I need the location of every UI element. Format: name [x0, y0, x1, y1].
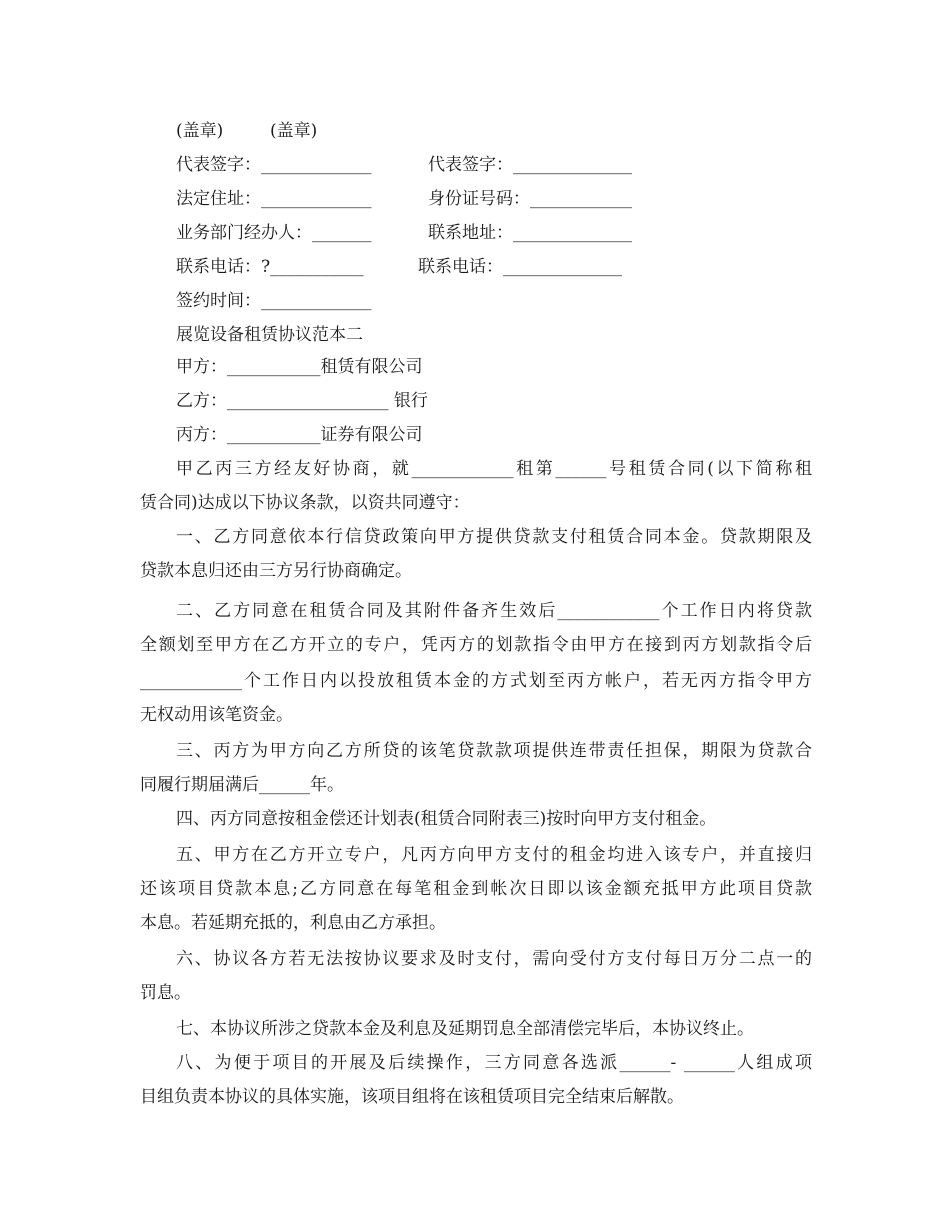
paragraph-line: 七、本协议所涉之贷款本金及利息及延期罚息全部清偿完毕后，本协议终止。 [176, 1019, 754, 1039]
paragraph-line: 贷款本息归还由三方另行协商确定。 [140, 561, 412, 581]
sig-row-left: 代表签字：_____________ [176, 155, 372, 175]
paragraph-line: 八、为便于项目的开展及后续操作，三方同意各选派______- ______人组成项 [176, 1053, 812, 1073]
sig-row-right: 代表签字：______________ [428, 155, 632, 175]
paragraph-line: 本息。若延期充抵的，利息由乙方承担。 [140, 913, 446, 933]
paragraph-line: 六、协议各方若无法按协议要求及时支付，需向受付方支付每日万分二点一的 [176, 949, 812, 969]
party-c: 丙方：___________证券有限公司 [176, 425, 423, 445]
sig-row-left: 联系电话：?___________ [176, 257, 364, 277]
paragraph-line: 二、乙方同意在租赁合同及其附件备齐生效后____________个工作日内将贷款 [176, 601, 812, 621]
sig-row-left: 法定住址：_____________ [176, 189, 372, 209]
paragraph-line: 赁合同)达成以下协议条款，以资共同遵守： [140, 493, 470, 513]
paragraph-line: ____________个工作日内以投放租赁本金的方式划至丙方帐户，若无丙方指令甲方 [140, 671, 812, 691]
paragraph-line: 全额划至甲方在乙方开立的专户，凭丙方的划款指令由甲方在接到丙方划款指令后 [140, 635, 812, 655]
document-title: 展览设备租赁协议范本二 [176, 325, 363, 345]
paragraph-line: 无权动用该笔资金。 [140, 705, 293, 725]
paragraph-line: 还该项目贷款本息;乙方同意在每笔租金到帐次日即以该金额充抵甲方此项目贷款 [140, 879, 812, 899]
paragraph-line: 四、丙方同意按租金偿还计划表(租赁合同附表三)按时向甲方支付租金。 [176, 809, 717, 829]
paragraph-line: 一、乙方同意依本行信贷政策向甲方提供贷款支付租赁合同本金。贷款期限及 [176, 527, 812, 547]
stamp-label-a: (盖章) [176, 121, 224, 141]
sig-row-right: 联系电话：______________ [418, 257, 622, 277]
paragraph-line: 五、甲方在乙方开立专户，凡丙方向甲方支付的租金均进入该专户，并直接归 [176, 845, 812, 865]
paragraph-line: 同履行期届满后______年。 [140, 775, 344, 795]
sig-row-right: 联系地址：______________ [428, 223, 632, 243]
sig-row-left: 业务部门经办人：_______ [176, 223, 372, 243]
paragraph-line: 目组负责本协议的具体实施，该项目组将在该租赁项目完全结束后解散。 [140, 1087, 684, 1107]
party-b: 乙方：___________________ 银行 [176, 391, 428, 411]
paragraph-line: 罚息。 [140, 983, 191, 1003]
stamp-label-b: (盖章) [270, 121, 318, 141]
sig-row-right: 身份证号码：____________ [428, 189, 632, 209]
paragraph-line: 甲乙丙三方经友好协商，就____________租第______号租赁合同(以下简称租 [176, 459, 812, 479]
party-a: 甲方：___________租赁有限公司 [176, 357, 423, 377]
sign-time: 签约时间：_____________ [176, 291, 372, 311]
paragraph-line: 三、丙方为甲方向乙方所贷的该笔贷款款项提供连带责任担保，期限为贷款合 [176, 741, 812, 761]
